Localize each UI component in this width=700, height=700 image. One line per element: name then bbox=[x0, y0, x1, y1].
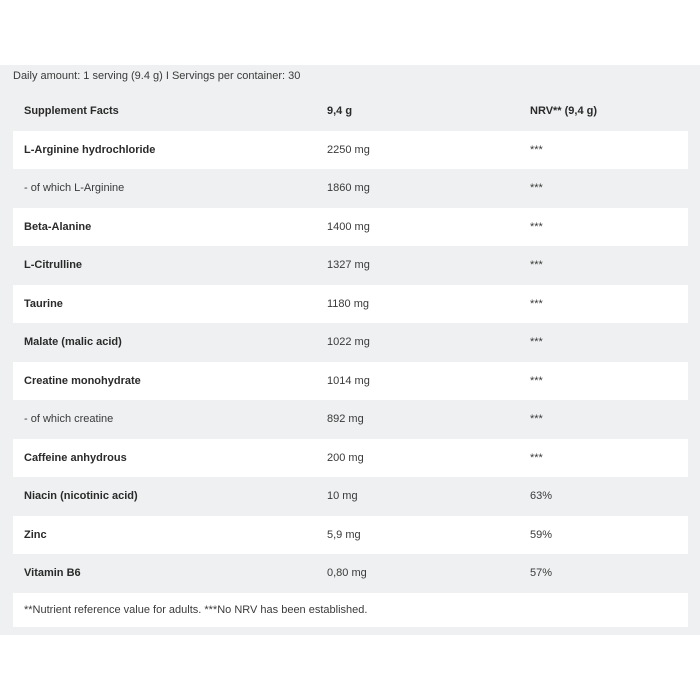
ingredient-amount: 2250 mg bbox=[327, 143, 370, 156]
table-row bbox=[13, 516, 688, 555]
ingredient-name: L-Citrulline bbox=[24, 259, 83, 272]
ingredient-nrv: *** bbox=[530, 220, 543, 233]
ingredient-name: Creatine monohydrate bbox=[24, 374, 141, 387]
ingredient-name: Beta-Alanine bbox=[24, 220, 92, 233]
ingredient-nrv: *** bbox=[530, 259, 543, 272]
ingredient-name: Niacin (nicotinic acid) bbox=[24, 490, 138, 503]
ingredient-nrv: 57% bbox=[530, 567, 553, 580]
table-row bbox=[13, 362, 688, 401]
ingredient-nrv: *** bbox=[530, 143, 543, 156]
table-row bbox=[13, 439, 688, 478]
ingredient-nrv: 59% bbox=[530, 528, 553, 541]
table-row bbox=[13, 323, 688, 362]
table-row bbox=[13, 208, 688, 247]
table-row bbox=[13, 246, 688, 285]
ingredient-name: - of which L-Arginine bbox=[24, 182, 125, 195]
footnote-text: **Nutrient reference value for adults. ***No NRV has been established. bbox=[24, 603, 368, 616]
ingredient-name: Vitamin B6 bbox=[24, 567, 81, 580]
ingredient-amount: 1860 mg bbox=[327, 182, 370, 195]
ingredient-name: Malate (malic acid) bbox=[24, 336, 122, 349]
ingredient-amount: 1180 mg bbox=[327, 297, 369, 310]
ingredient-amount: 10 mg bbox=[327, 490, 358, 503]
ingredient-amount: 1014 mg bbox=[327, 374, 370, 387]
header-serving-size: 9,4 g bbox=[327, 105, 353, 118]
table-header-row bbox=[13, 92, 688, 131]
table-row bbox=[13, 131, 688, 170]
daily-amount-text: Daily amount: 1 serving (9.4 g) I Servings per container: 30 bbox=[13, 70, 301, 82]
ingredient-nrv: *** bbox=[530, 297, 543, 310]
ingredient-amount: 1400 mg bbox=[327, 220, 370, 233]
ingredient-nrv: *** bbox=[530, 336, 543, 349]
ingredient-name: Zinc bbox=[24, 528, 47, 541]
table-row bbox=[13, 554, 688, 593]
ingredient-nrv: *** bbox=[530, 451, 543, 464]
supplement-facts-table bbox=[13, 92, 688, 627]
ingredient-amount: 1327 mg bbox=[327, 259, 370, 272]
ingredient-nrv: 63% bbox=[530, 490, 553, 503]
ingredient-name: Caffeine anhydrous bbox=[24, 451, 127, 464]
table-row bbox=[13, 285, 688, 324]
header-supplement-facts: Supplement Facts bbox=[24, 105, 119, 118]
ingredient-amount: 5,9 mg bbox=[327, 528, 361, 541]
table-body bbox=[13, 131, 688, 593]
ingredient-nrv: *** bbox=[530, 374, 543, 387]
ingredient-name: L-Arginine hydrochloride bbox=[24, 143, 156, 156]
table-row bbox=[13, 477, 688, 516]
ingredient-amount: 1022 mg bbox=[327, 336, 370, 349]
table-row bbox=[13, 169, 688, 208]
ingredient-amount: 0,80 mg bbox=[327, 567, 367, 580]
ingredient-nrv: *** bbox=[530, 182, 543, 195]
ingredient-name: Taurine bbox=[24, 297, 63, 310]
ingredient-name: - of which creatine bbox=[24, 413, 114, 426]
ingredient-nrv: *** bbox=[530, 413, 543, 426]
header-nrv: NRV** (9,4 g) bbox=[530, 105, 598, 118]
footnote-row bbox=[13, 593, 688, 627]
supplement-facts-panel bbox=[0, 65, 700, 635]
table-row bbox=[13, 400, 688, 439]
ingredient-amount: 892 mg bbox=[327, 413, 364, 426]
ingredient-amount: 200 mg bbox=[327, 451, 364, 464]
